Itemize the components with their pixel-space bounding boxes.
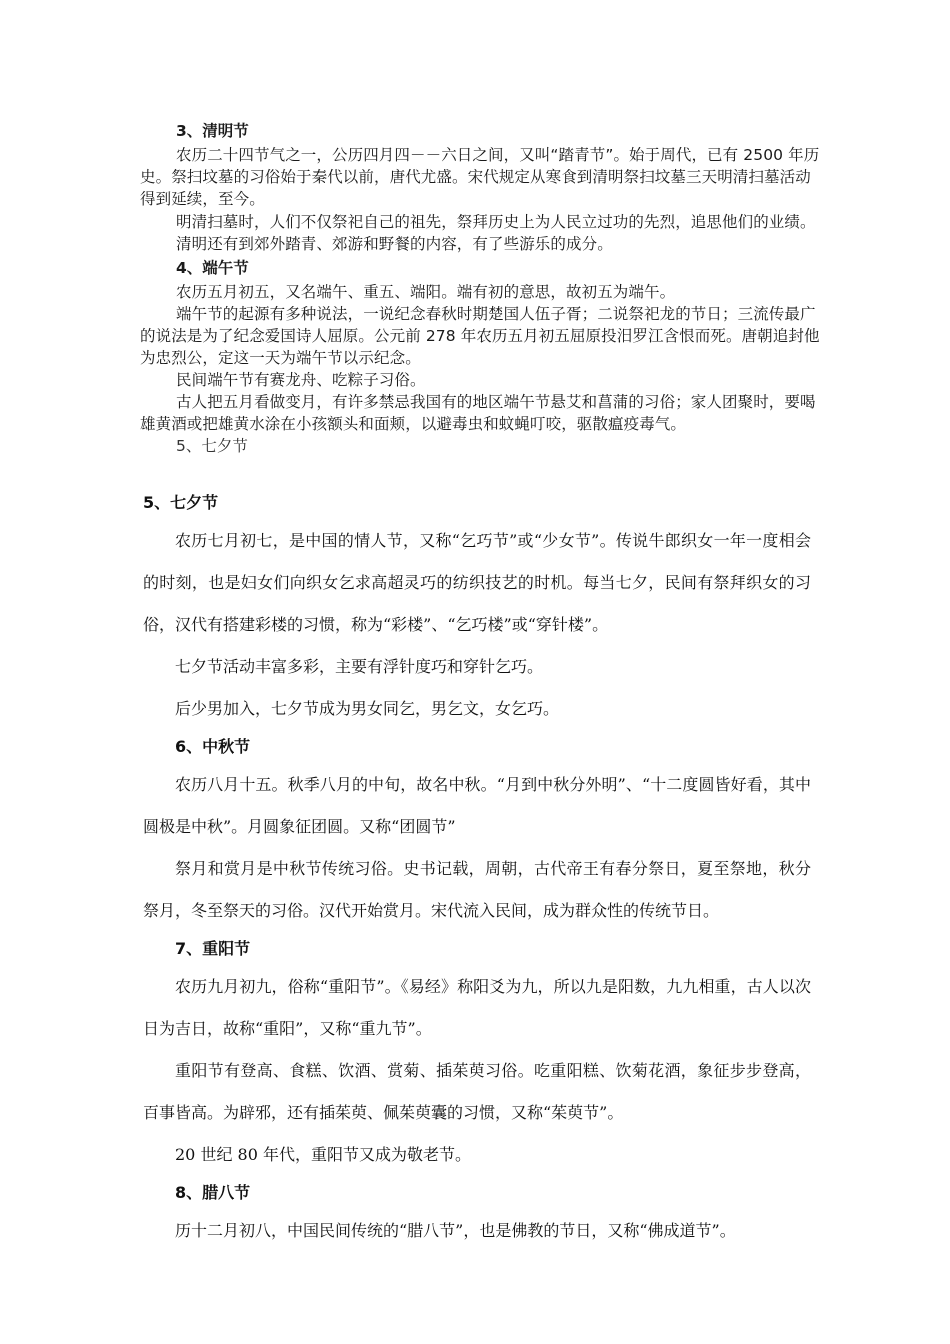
paragraph: 农历七月初七，是中国的情人节，又称“乞巧节”或“少女节”。传说牛郎织女一年一度相会的时刻，也是妇女们向织女乞求高超灵巧的纺织技艺的时机。每当七夕，民间有祭拜织女的习俗，汉代有搭建彩楼的习惯，称为“彩楼”、“乞巧楼”或“穿针楼”。 [143,531,811,634]
paragraph: 七夕节活动丰富多彩，主要有浮针度巧和穿针乞巧。 [175,657,544,676]
paragraph: 后少男加入，七夕节成为男女同乞，男乞文，女乞巧。 [175,699,560,718]
section-title-laba: 8、腊八节 [175,1183,251,1202]
typeset-section [143,486,811,1252]
section-title-zhongqiu: 6、中秋节 [175,737,251,756]
paragraph: 祭月和赏月是中秋节传统习俗。史书记载，周朝，古代帝王有春分祭日，夏至祭地，秋分祭月，冬至祭天的习俗。汉代开始赏月。宋代流入民间，成为群众性的传统节日。 [143,859,811,920]
paragraph: 农历八月十五。秋季八月的中旬，故名中秋。“月到中秋分外明”、“十二度圆皆好看，其中圆极是中秋”。月圆象征团圆。又称“团圆节” [143,775,811,836]
paragraph: 明清扫墓时，人们不仅祭祀自己的祖先，祭拜历史上为人民立过功的先烈，追思他们的业绩。 [176,213,816,231]
paragraph: 农历二十四节气之一，公历四月四－－六日之间，又叫“踏青节”。始于周代，已有 2500 年历史。祭扫坟墓的习俗始于秦代以前，唐代尤盛。宋代规定从寒食到清明祭扫坟墓三天明清扫墓活动得到延续，至今。 [140,146,820,208]
paragraph: 清明还有到郊外踏青、郊游和野餐的内容，有了些游乐的成分。 [176,235,613,253]
section-title-qingming: 3、清明节 [176,122,249,140]
paragraph: 古人把五月看做变月，有许多禁忌我国有的地区端午节悬艾和菖蒲的习俗；家人团聚时，要喝雄黄酒或把雄黄水涂在小孩额头和面颊，以避毒虫和蚊蝇叮咬，驱散瘟疫毒气。 [140,393,816,433]
paragraph: 端午节的起源有多种说法，一说纪念春秋时期楚国人伍子胥；二说祭祀龙的节日；三流传最广的说法是为了纪念爱国诗人屈原。公元前 278 年农历五月初五屈原投汨罗江含恨而死。唐朝追封他为忠烈公，定这一天为端午节以示纪念。 [140,305,820,367]
paragraph: 农历五月初五，又名端午、重五、端阳。端有初的意思，故初五为端午。 [176,283,676,301]
paragraph: 历十二月初八，中国民间传统的“腊八节”，也是佛教的节日，又称“佛成道节”。 [175,1221,736,1240]
scanned-section [140,118,820,455]
paragraph: 20 世纪 80 年代，重阳节又成为敬老节。 [175,1145,471,1164]
paragraph: 农历九月初九，俗称“重阳节”。《易经》称阳爻为九，所以九是阳数，九九相重，古人以次日为吉日，故称“重阳”，又称“重九节”。 [143,977,811,1038]
section-title-duanwu: 4、端午节 [176,259,249,277]
paragraph: 重阳节有登高、食糕、饮酒、赏菊、插茱萸习俗。吃重阳糕、饮菊花酒，象征步步登高，百事皆高。为辟邪，还有插茱萸、佩茱萸囊的习惯，又称“茱萸节”。 [143,1061,811,1122]
paragraph: 民间端午节有赛龙舟、吃粽子习俗。 [176,371,426,389]
cropped-line: 5、七夕节 [176,437,248,455]
section-title-chongyang: 7、重阳节 [175,939,251,958]
section-title-qixi: 5、七夕节 [143,493,219,512]
